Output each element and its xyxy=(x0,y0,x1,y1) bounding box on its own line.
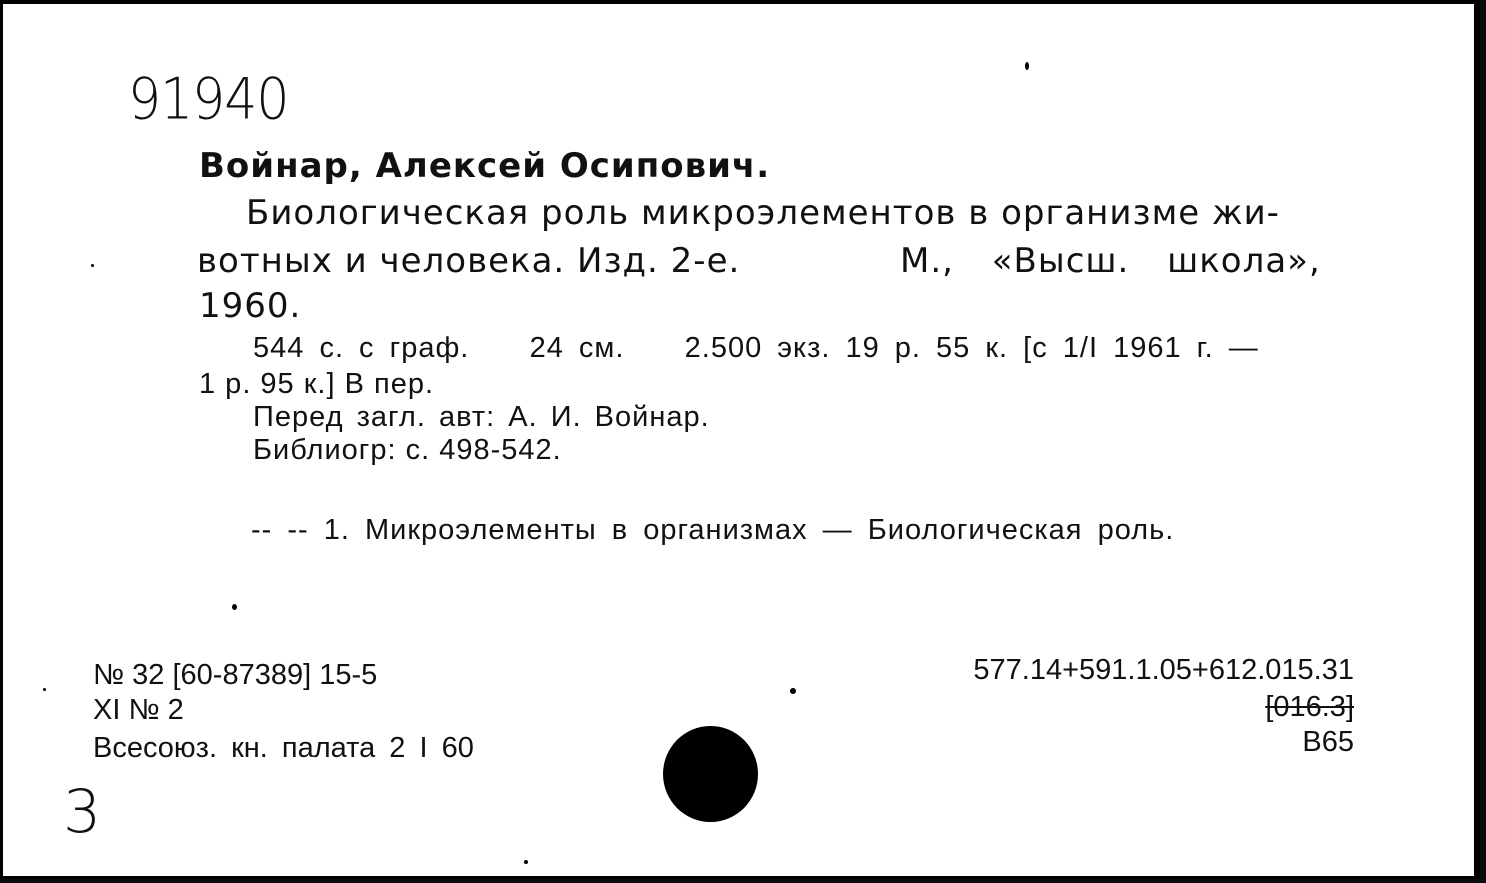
note-bibliography: Библиогр: с. 498-542. xyxy=(253,434,562,466)
speck xyxy=(524,860,528,864)
speck xyxy=(790,688,796,694)
record-sub-number: XI № 2 xyxy=(93,694,184,726)
handwritten-accession-number: 91940 xyxy=(128,67,289,133)
handwritten-mark: 3 xyxy=(63,777,102,847)
punch-hole xyxy=(663,726,758,822)
record-number: № 32 [60-87389] 15-5 xyxy=(93,659,378,691)
note-author: Перед загл. авт: А. И. Войнар. xyxy=(253,401,710,433)
speck xyxy=(91,264,94,267)
publication-year: 1960. xyxy=(199,286,302,326)
title-line-1: Биологическая роль микроэлементов в организме жи- xyxy=(246,193,1280,233)
title-line-2: вотных и человека. Изд. 2-е. xyxy=(197,241,741,281)
shelf-code: B65 xyxy=(1302,726,1354,758)
price-binding: 1 р. 95 к.] В пер. xyxy=(199,368,435,400)
speck xyxy=(232,604,237,610)
speck xyxy=(1025,62,1029,70)
physical-description: 544 с. с граф. 24 см. 2.500 экз. 19 р. 55 к. [с 1/I 1961 г. — xyxy=(253,332,1259,364)
subject-heading: -- -- 1. Микроэлементы в организмах — Биологическая роль. xyxy=(251,514,1175,546)
author-heading: Войнар, Алексей Осипович. xyxy=(199,146,771,186)
speck xyxy=(43,688,46,691)
old-classification: [016.3] xyxy=(1265,691,1354,723)
publisher-line: Всесоюз. кн. палата 2 I 60 xyxy=(93,732,474,764)
udc-classification: 577.14+591.1.05+612.015.31 xyxy=(973,654,1354,686)
imprint: М., «Высш. школа», xyxy=(900,241,1321,281)
